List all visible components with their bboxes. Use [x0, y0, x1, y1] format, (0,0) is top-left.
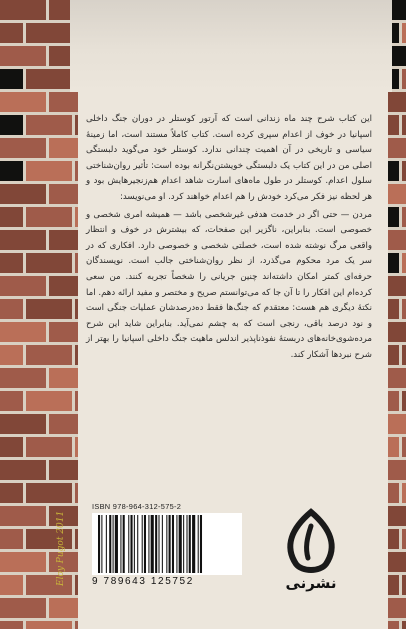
- isbn-block: [92, 502, 242, 587]
- publisher-name: نشرنی: [285, 574, 337, 592]
- artist-signature: Eloy Pugot 2011: [56, 510, 66, 586]
- isbn-label: ISBN 978-964-312-575-2: [92, 502, 182, 511]
- blurb-paragraph-1: این کتاب شرح چند ماه زندانی است که آرتور کوستلر در دوران جنگ داخلی اسپانیا در خوف از اعدام سپری کرده است. کتاب کاملاً مستند است، اما زمینهٔ سیاسی و تاریخی در آن اهمیت چندانی ندارد. کوستلر خود می‌گوید دلبستگی اصلی من در این کتاب یک دلبستگی خویشتن‌نگرانه بوده است: تأثیر روان‌شناختی سلول اعدام. کوستلر در طول ماه‌های اسارت شاهد اعدام هم‌زنجیرهایش بود و هر لحظه نیز فکر می‌کرد خودش را هم اعدام خواهند کرد. او می‌نویسد:: [86, 114, 372, 202]
- cover-top-shade: [70, 0, 392, 92]
- barcode: [92, 513, 242, 575]
- blurb-paragraph-2: مردن — حتی اگر در خدمت هدفی غیرشخصی باشد — همیشه امری شخصی و خصوصی است. بنابراین، ناگزیر این صفحات، که بیشترش در خوف و انتظار واقعی مرگ نوشته شده است، خصلتی شخصی و خصوصی دارد. افکاری که در سر یک مرد محکوم می‌گذرد، از نظر روان‌شناختی جالب است. نویسندگان حرفه‌ای کمتر امکان داشته‌اند چنین جریانی را شخصاً تجربه کنند. من سعی کرده‌ام این افکار را تا آن جا که می‌توانستم صریح و مختصر و مفید ارائه دهم. اما نکتهٔ دیگری هم هست: معتقدم که جنگ‌ها فقط ده‌درصدشان عملیات جنگی است و نود درصد باقی، رنجی است که به چشم نمی‌آید. بنابراین شاید این شرح مرده‌شوی‌خانه‌های دربستهٔ نفوذناپذیر اندلس ماهیت جنگ داخلی اسپانیا را بهتر از شرح نبردها آشکار کند.: [86, 209, 372, 360]
- barcode-bars: [92, 513, 242, 575]
- brick-pattern: [388, 0, 406, 629]
- book-blurb: [86, 112, 372, 364]
- brick-wall-right: [388, 0, 406, 629]
- barcode-digits: 9 789643 125752: [92, 576, 194, 587]
